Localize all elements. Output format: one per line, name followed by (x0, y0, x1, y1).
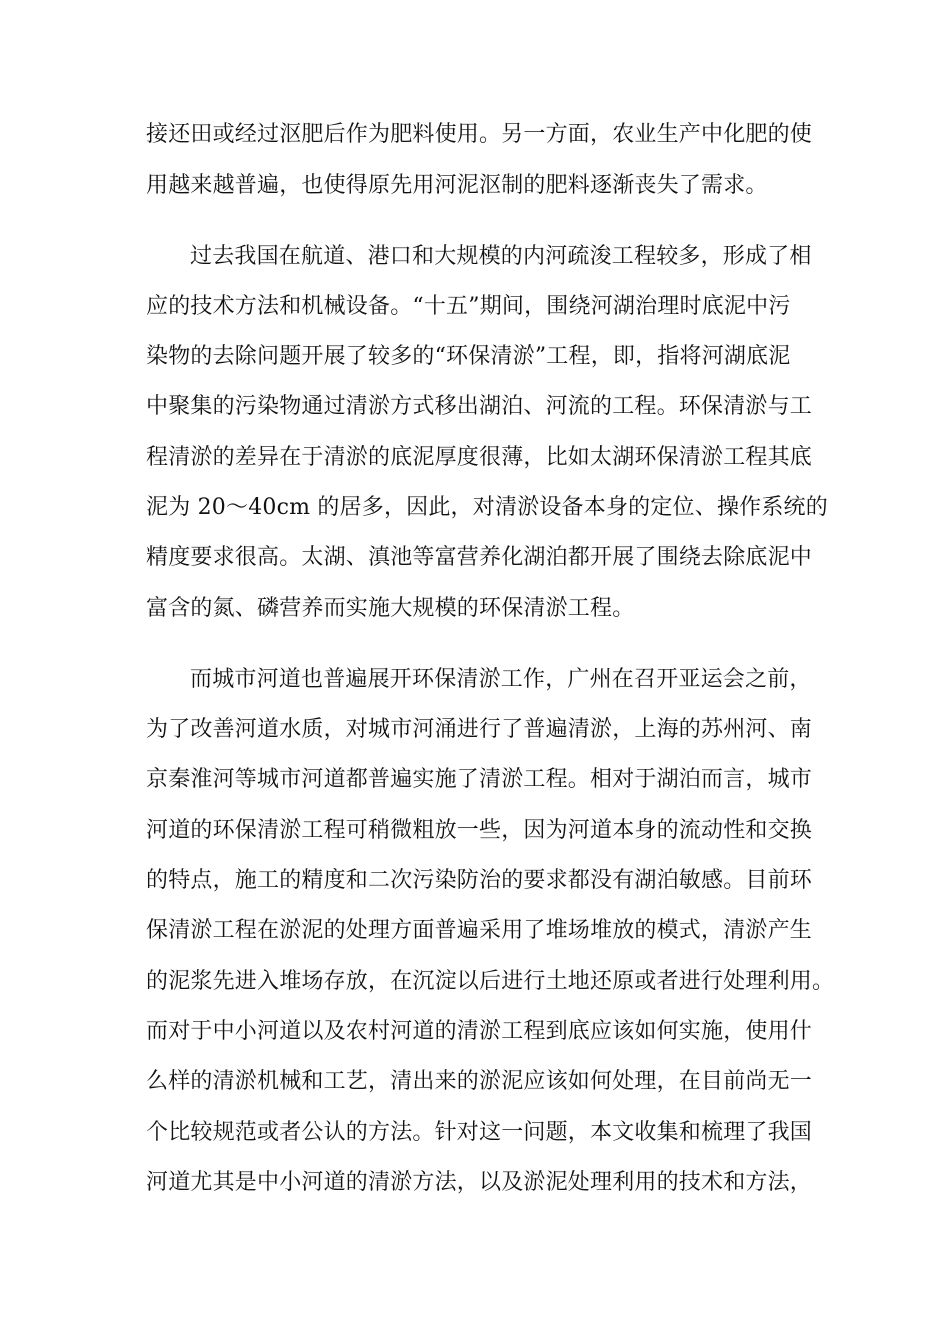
paragraph-1-line-2: 用越来越普遍，也使得原先用河泥沤制的肥料逐渐丧失了需求。 (146, 173, 768, 198)
paragraph-2-line-8: 富含的氮、磷营养而实施大规模的环保清淤工程。 (146, 596, 635, 621)
paragraph-3-line-5: 的特点，施工的精度和二次污染防治的要求都没有湖泊敏感。目前环 (146, 868, 813, 893)
paragraph-3-line-8: 而对于中小河道以及农村河道的清淤工程到底应该如何实施，使用什 (146, 1019, 813, 1044)
paragraph-3-line-6: 保清淤工程在淤泥的处理方面普遍采用了堆场堆放的模式，清淤产生 (146, 918, 813, 943)
paragraph-3-line-9: 么样的清淤机械和工艺，清出来的淤泥应该如何处理，在目前尚无一 (146, 1069, 813, 1094)
paragraph-3-line-2: 为了改善河道水质，对城市河涌进行了普遍清淤，上海的苏州河、南 (146, 717, 813, 742)
paragraph-3-line-7: 的泥浆先进入堆场存放，在沉淀以后进行土地还原或者进行处理利用。 (146, 969, 835, 994)
paragraph-2-line-1: 过去我国在航道、港口和大规模的内河疏浚工程较多，形成了相 (190, 244, 812, 269)
paragraph-2-line-5: 程清淤的差异在于清淤的底泥厚度很薄，比如太湖环保清淤工程其底 (146, 445, 813, 470)
paragraph-3-line-4: 河道的环保清淤工程可稍微粗放一些，因为河道本身的流动性和交换 (146, 818, 813, 843)
paragraph-3-line-10: 个比较规范或者公认的方法。针对这一问题，本文收集和梳理了我国 (146, 1120, 813, 1145)
paragraph-3-line-3: 京秦淮河等城市河道都普遍实施了清淤工程。相对于湖泊而言，城市 (146, 767, 813, 792)
paragraph-3-line-11: 河道尤其是中小河道的清淤方法，以及淤泥处理利用的技术和方法， (146, 1170, 813, 1195)
paragraph-3-line-1: 而城市河道也普遍展开环保清淤工作，广州在召开亚运会之前， (190, 667, 812, 692)
paragraph-2-line-6: 泥为 20～40cm 的居多，因此，对清淤设备本身的定位、操作系统的 (146, 495, 828, 520)
paragraph-1-line-1: 接还田或经过沤肥后作为肥料使用。另一方面，农业生产中化肥的使 (146, 122, 813, 147)
paragraph-2-line-2: 应的技术方法和机械设备。“十五”期间，围绕河湖治理时底泥中污 (146, 294, 791, 319)
paragraph-2-line-7: 精度要求很高。太湖、滇池等富营养化湖泊都开展了围绕去除底泥中 (146, 545, 813, 570)
paragraph-2-line-4: 中聚集的污染物通过清淤方式移出湖泊、河流的工程。环保清淤与工 (146, 394, 813, 419)
paragraph-2-line-3: 染物的去除问题开展了较多的“环保清淤”工程，即，指将河湖底泥 (146, 344, 791, 369)
